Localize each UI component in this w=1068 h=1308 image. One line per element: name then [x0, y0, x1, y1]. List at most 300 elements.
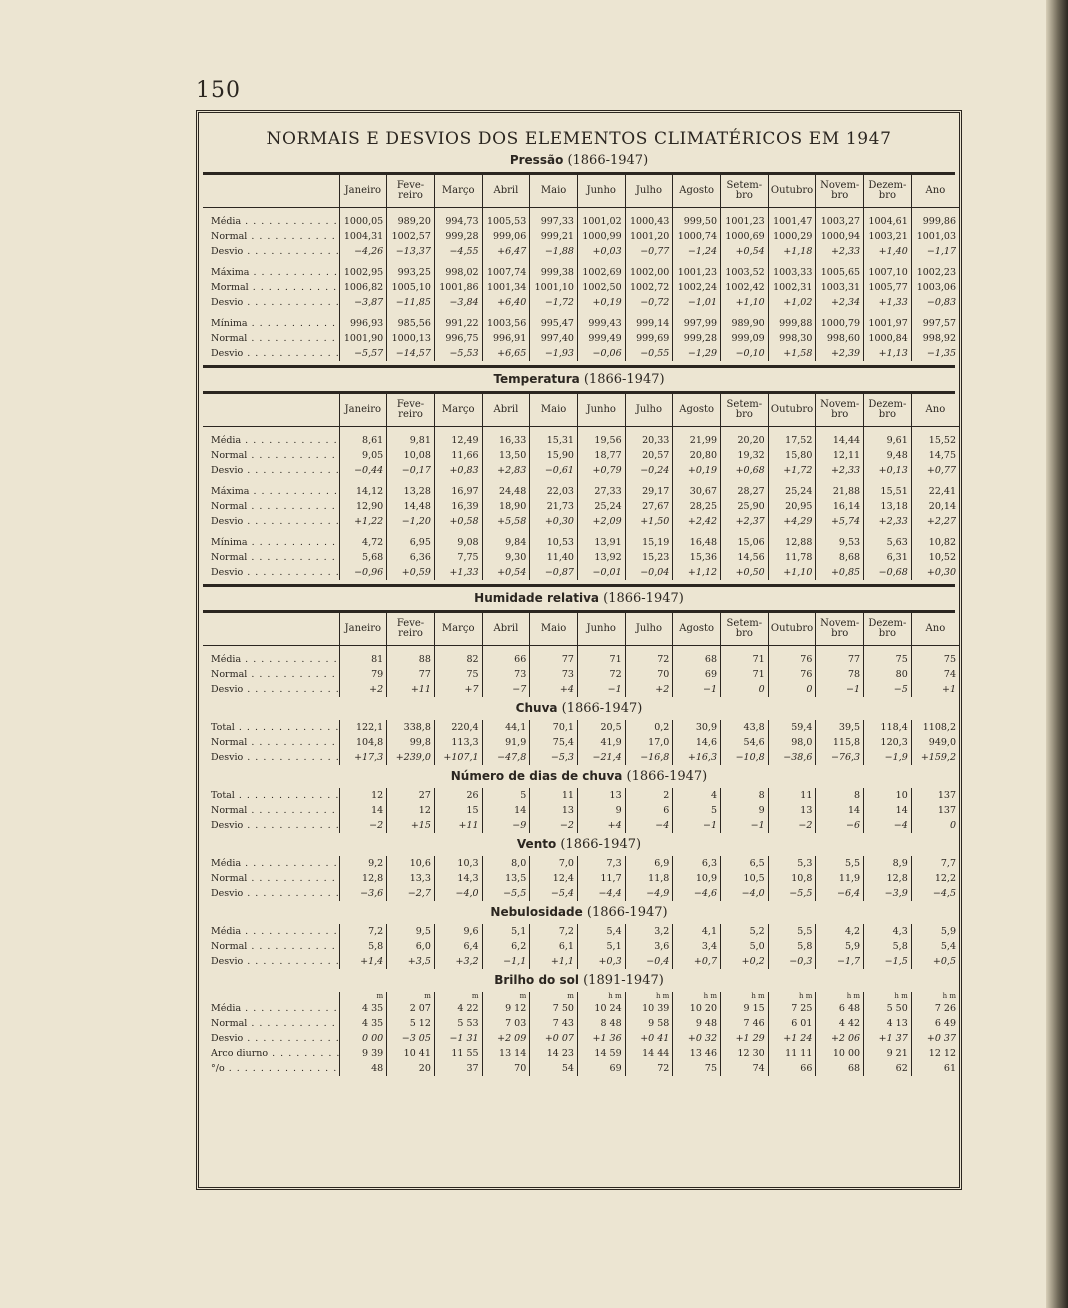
value-cell: 61	[911, 1061, 959, 1076]
section-rule	[203, 365, 955, 368]
value-cell: 6,2	[482, 939, 530, 954]
month-header: Julho	[625, 175, 673, 208]
value-cell: −0,01	[577, 565, 625, 580]
value-cell: −14,57	[387, 346, 435, 361]
table-row	[203, 720, 959, 735]
value-cell: 12,2	[911, 871, 959, 886]
value-cell: 70	[482, 1061, 530, 1076]
value-cell: 5 50	[864, 1001, 912, 1016]
value-cell: 13 14	[482, 1046, 530, 1061]
value-cell: 1002,23	[911, 265, 959, 280]
value-cell: 7 26	[911, 1001, 959, 1016]
value-cell: 5,4	[577, 924, 625, 939]
value-cell: 2 07	[387, 1001, 435, 1016]
value-cell: 4,1	[673, 924, 721, 939]
value-cell: 11,78	[768, 550, 816, 565]
value-cell: 10,3	[434, 856, 482, 871]
value-cell: 5,9	[911, 924, 959, 939]
value-cell: −5,3	[530, 750, 578, 765]
value-cell: 998,02	[434, 265, 482, 280]
value-cell: −11,85	[387, 295, 435, 310]
value-cell: 54,6	[721, 735, 769, 750]
value-cell: −9	[482, 818, 530, 833]
value-cell: −1	[673, 682, 721, 697]
value-cell: 10,53	[530, 535, 578, 550]
header-blank	[203, 613, 339, 646]
value-cell: 77	[530, 652, 578, 667]
month-header: Dezem- bro	[864, 613, 912, 646]
table-row	[203, 295, 959, 310]
value-cell: 2	[625, 788, 673, 803]
value-cell: 75	[673, 1061, 721, 1076]
section-name: Temperatura	[493, 372, 580, 386]
value-cell: 998,30	[768, 331, 816, 346]
value-cell: 98,0	[768, 735, 816, 750]
month-header: Abril	[482, 613, 530, 646]
value-cell: 11,8	[625, 871, 673, 886]
row-label: Desvio . . .	[203, 886, 339, 901]
value-cell: 1003,52	[721, 265, 769, 280]
table-row	[203, 803, 959, 818]
table-row	[203, 1016, 959, 1031]
value-cell: −0,96	[339, 565, 387, 580]
value-cell: 78	[816, 667, 864, 682]
value-cell: +2 06	[816, 1031, 864, 1046]
value-cell: 43,8	[721, 720, 769, 735]
unit-row	[203, 992, 959, 1001]
value-cell: 5,5	[768, 924, 816, 939]
row-label: Desvio . . .	[203, 565, 339, 580]
value-cell: −1,1	[482, 954, 530, 969]
value-cell: 14,3	[434, 871, 482, 886]
value-cell: +2,37	[721, 514, 769, 529]
table-row	[203, 1001, 959, 1016]
value-cell: +17,3	[339, 750, 387, 765]
month-header: Outubro	[768, 175, 816, 208]
value-cell: 9 12	[482, 1001, 530, 1016]
value-cell: −0,72	[625, 295, 673, 310]
value-cell: −4,55	[434, 244, 482, 259]
value-cell: 999,21	[530, 229, 578, 244]
value-cell: +0,03	[577, 244, 625, 259]
row-label: Normal . . .	[203, 550, 339, 565]
value-cell: 66	[482, 652, 530, 667]
value-cell: 1001,23	[721, 214, 769, 229]
value-cell: 12,11	[816, 448, 864, 463]
value-cell: −3,6	[339, 886, 387, 901]
value-cell: +0,5	[911, 954, 959, 969]
value-cell: 14,6	[673, 735, 721, 750]
row-label: Normal . . .	[203, 803, 339, 818]
value-cell: 1001,47	[768, 214, 816, 229]
table-row	[203, 886, 959, 901]
value-cell: 0,2	[625, 720, 673, 735]
value-cell: 14	[816, 803, 864, 818]
value-cell: +2,33	[864, 514, 912, 529]
value-cell: −21,4	[577, 750, 625, 765]
value-cell: 15,90	[530, 448, 578, 463]
month-header: Maio	[530, 394, 578, 427]
value-cell: 10,52	[911, 550, 959, 565]
month-header: Agosto	[673, 613, 721, 646]
value-cell: 6,95	[387, 535, 435, 550]
value-cell: −4	[864, 818, 912, 833]
book-binding	[1046, 0, 1068, 1308]
value-cell: +7	[434, 682, 482, 697]
value-cell: 9,6	[434, 924, 482, 939]
value-cell: +0 41	[625, 1031, 673, 1046]
month-header: Dezem- bro	[864, 394, 912, 427]
table-row	[203, 954, 959, 969]
value-cell: 1007,74	[482, 265, 530, 280]
value-cell: +2,34	[816, 295, 864, 310]
value-cell: 9 48	[673, 1016, 721, 1031]
table-row	[203, 818, 959, 833]
value-cell: 88	[387, 652, 435, 667]
value-cell: 5,2	[721, 924, 769, 939]
value-cell: 995,47	[530, 316, 578, 331]
value-cell: 14,48	[387, 499, 435, 514]
section-period: (1866-1947)	[622, 769, 708, 784]
value-cell: 0	[911, 818, 959, 833]
value-cell: +6,40	[482, 295, 530, 310]
value-cell: 24,48	[482, 484, 530, 499]
value-cell: 21,99	[673, 433, 721, 448]
value-cell: −0,83	[911, 295, 959, 310]
value-cell: 9 21	[864, 1046, 912, 1061]
value-cell: 28,25	[673, 499, 721, 514]
header-blank	[203, 175, 339, 208]
data-table	[203, 788, 959, 833]
section-title	[199, 153, 959, 168]
value-cell: +159,2	[911, 750, 959, 765]
value-cell: −1,93	[530, 346, 578, 361]
value-cell: 13,91	[577, 535, 625, 550]
value-cell: 991,22	[434, 316, 482, 331]
value-cell: +1,4	[339, 954, 387, 969]
value-cell: 1007,10	[864, 265, 912, 280]
value-cell: 989,20	[387, 214, 435, 229]
value-cell: 1000,94	[816, 229, 864, 244]
section-name: Nebulosidade	[490, 905, 583, 919]
value-cell: 14,75	[911, 448, 959, 463]
value-cell: 11	[530, 788, 578, 803]
month-header: Dezem- bro	[864, 175, 912, 208]
value-cell: 1005,77	[864, 280, 912, 295]
value-cell: +2 09	[482, 1031, 530, 1046]
value-cell: −1	[673, 818, 721, 833]
table-row	[203, 214, 959, 229]
value-cell: 1002,50	[577, 280, 625, 295]
value-cell: 62	[864, 1061, 912, 1076]
value-cell: −1,24	[673, 244, 721, 259]
value-cell: 14	[864, 803, 912, 818]
value-cell: 11,40	[530, 550, 578, 565]
value-cell: 12,49	[434, 433, 482, 448]
value-cell: +2,39	[816, 346, 864, 361]
value-cell: +1,50	[625, 514, 673, 529]
value-cell: 25,24	[768, 484, 816, 499]
value-cell: −1,7	[816, 954, 864, 969]
value-cell: −4,9	[625, 886, 673, 901]
month-header: Outubro	[768, 394, 816, 427]
table-row	[203, 788, 959, 803]
value-cell: 1001,03	[911, 229, 959, 244]
value-cell: +4	[530, 682, 578, 697]
month-header: Maio	[530, 613, 578, 646]
value-cell: 5,3	[768, 856, 816, 871]
value-cell: 25,90	[721, 499, 769, 514]
value-cell: 71	[721, 667, 769, 682]
value-cell: 1000,79	[816, 316, 864, 331]
row-label: Normal . . .	[203, 939, 339, 954]
month-header: Março	[434, 613, 482, 646]
row-label: Média . . .	[203, 924, 339, 939]
value-cell: 75	[911, 652, 959, 667]
value-cell: 9 15	[721, 1001, 769, 1016]
value-cell: −1,17	[911, 244, 959, 259]
value-cell: −0,04	[625, 565, 673, 580]
month-header: Junho	[577, 175, 625, 208]
row-label: Total . . .	[203, 788, 339, 803]
value-cell: 4,2	[816, 924, 864, 939]
value-cell: 5,63	[864, 535, 912, 550]
value-cell: 10 00	[816, 1046, 864, 1061]
value-cell: 20,80	[673, 448, 721, 463]
value-cell: 15,51	[864, 484, 912, 499]
row-label: Normal . . .	[203, 667, 339, 682]
value-cell: 15,36	[673, 550, 721, 565]
section-period: (1891-1947)	[578, 973, 664, 988]
value-cell: 1003,27	[816, 214, 864, 229]
value-cell: 5	[673, 803, 721, 818]
month-header: Ano	[911, 175, 959, 208]
value-cell: +2	[625, 682, 673, 697]
value-cell: 7,2	[339, 924, 387, 939]
value-cell: 999,69	[625, 331, 673, 346]
month-header: Novem- bro	[816, 394, 864, 427]
value-cell: 1004,61	[864, 214, 912, 229]
value-cell: 4 35	[339, 1016, 387, 1031]
value-cell: 9,30	[482, 550, 530, 565]
value-cell: +15	[387, 818, 435, 833]
value-cell: 15	[434, 803, 482, 818]
section-title	[199, 973, 959, 988]
table-row	[203, 924, 959, 939]
value-cell: 15,19	[625, 535, 673, 550]
value-cell: 1002,42	[721, 280, 769, 295]
row-label: Desvio . . .	[203, 954, 339, 969]
value-cell: 39,5	[816, 720, 864, 735]
value-cell: +0,30	[911, 565, 959, 580]
value-cell: +0 07	[530, 1031, 578, 1046]
value-cell: +1	[911, 682, 959, 697]
value-cell: +6,47	[482, 244, 530, 259]
month-header: Junho	[577, 613, 625, 646]
value-cell: 13 46	[673, 1046, 721, 1061]
value-cell: 1002,72	[625, 280, 673, 295]
value-cell: 6,3	[673, 856, 721, 871]
data-table	[203, 394, 959, 580]
value-cell: 5,8	[768, 939, 816, 954]
value-cell: −0,4	[625, 954, 673, 969]
value-cell: 68	[816, 1061, 864, 1076]
value-cell: 999,88	[768, 316, 816, 331]
value-cell: +2,42	[673, 514, 721, 529]
row-label: Desvio . . .	[203, 750, 339, 765]
value-cell: 11,66	[434, 448, 482, 463]
table-row	[203, 1046, 959, 1061]
value-cell: −1	[721, 818, 769, 833]
value-cell: 6	[625, 803, 673, 818]
value-cell: 11 11	[768, 1046, 816, 1061]
value-cell: +3,2	[434, 954, 482, 969]
value-cell: +1,1	[530, 954, 578, 969]
value-cell: 7,2	[530, 924, 578, 939]
value-cell: 10,5	[721, 871, 769, 886]
value-cell: 6,0	[387, 939, 435, 954]
value-cell: +0,13	[864, 463, 912, 478]
value-cell: −1	[816, 682, 864, 697]
value-cell: +1,12	[673, 565, 721, 580]
value-cell: −76,3	[816, 750, 864, 765]
row-label: Total . . .	[203, 720, 339, 735]
value-cell: −2	[339, 818, 387, 833]
value-cell: 338,8	[387, 720, 435, 735]
value-cell: +1,02	[768, 295, 816, 310]
value-cell: 82	[434, 652, 482, 667]
month-header: Ano	[911, 394, 959, 427]
value-cell: 1005,65	[816, 265, 864, 280]
unit-cell: h m	[625, 992, 673, 1001]
value-cell: +6,65	[482, 346, 530, 361]
value-cell: 5 12	[387, 1016, 435, 1031]
value-cell: 104,8	[339, 735, 387, 750]
value-cell: 8	[816, 788, 864, 803]
value-cell: 26	[434, 788, 482, 803]
value-cell: 8 48	[577, 1016, 625, 1031]
value-cell: 999,28	[434, 229, 482, 244]
value-cell: 1001,23	[673, 265, 721, 280]
month-header: Setem- bro	[721, 175, 769, 208]
data-table	[203, 175, 959, 361]
value-cell: 1000,99	[577, 229, 625, 244]
value-cell: 12,90	[339, 499, 387, 514]
unit-cell: h m	[673, 992, 721, 1001]
unit-cell: h m	[768, 992, 816, 1001]
value-cell: 999,38	[530, 265, 578, 280]
section-name: Chuva	[515, 701, 558, 715]
value-cell: 1002,00	[625, 265, 673, 280]
value-cell: 9	[721, 803, 769, 818]
value-cell: 13,3	[387, 871, 435, 886]
month-header: Março	[434, 394, 482, 427]
table-row	[203, 463, 959, 478]
value-cell: 999,43	[577, 316, 625, 331]
value-cell: 13	[577, 788, 625, 803]
value-cell: 5	[482, 788, 530, 803]
value-cell: −1,01	[673, 295, 721, 310]
row-label: Máxima . . .	[203, 265, 339, 280]
unit-cell: h m	[721, 992, 769, 1001]
value-cell: 4	[673, 788, 721, 803]
value-cell: 9,81	[387, 433, 435, 448]
row-label: Normal . . .	[203, 331, 339, 346]
section-title	[199, 372, 959, 387]
value-cell: +1,22	[339, 514, 387, 529]
value-cell: +4	[577, 818, 625, 833]
value-cell: +2,83	[482, 463, 530, 478]
month-header: Setem- bro	[721, 613, 769, 646]
unit-cell: m	[530, 992, 578, 1001]
value-cell: −5	[864, 682, 912, 697]
value-cell: 68	[673, 652, 721, 667]
value-cell: +0,58	[434, 514, 482, 529]
value-cell: 1002,69	[577, 265, 625, 280]
table-row	[203, 499, 959, 514]
value-cell: 16,14	[816, 499, 864, 514]
month-header: Feve- reiro	[387, 175, 435, 208]
month-header: Janeiro	[339, 613, 387, 646]
month-header: Janeiro	[339, 394, 387, 427]
row-label: Mínima . . .	[203, 535, 339, 550]
value-cell: 122,1	[339, 720, 387, 735]
value-cell: +0,68	[721, 463, 769, 478]
value-cell: 4,3	[864, 924, 912, 939]
table-row	[203, 346, 959, 361]
value-cell: 12 30	[721, 1046, 769, 1061]
value-cell: 69	[577, 1061, 625, 1076]
value-cell: 1000,05	[339, 214, 387, 229]
value-cell: −5,57	[339, 346, 387, 361]
row-label: Normal . . .	[203, 499, 339, 514]
value-cell: +3,5	[387, 954, 435, 969]
value-cell: 17,0	[625, 735, 673, 750]
row-label: Normal . . .	[203, 448, 339, 463]
row-label: Máxima . . .	[203, 484, 339, 499]
row-label: Mínima . . .	[203, 316, 339, 331]
value-cell: −16,8	[625, 750, 673, 765]
value-cell: 7 03	[482, 1016, 530, 1031]
value-cell: 18,90	[482, 499, 530, 514]
value-cell: 15,52	[911, 433, 959, 448]
value-cell: 9 58	[625, 1016, 673, 1031]
row-label: Normal . . .	[203, 229, 339, 244]
value-cell: 1003,21	[864, 229, 912, 244]
table-row	[203, 565, 959, 580]
value-cell: 996,91	[482, 331, 530, 346]
unit-cell: h m	[864, 992, 912, 1001]
table-row	[203, 316, 959, 331]
value-cell: 41,9	[577, 735, 625, 750]
value-cell: 9,48	[864, 448, 912, 463]
value-cell: +1,10	[768, 565, 816, 580]
row-label: Média . . .	[203, 652, 339, 667]
value-cell: 998,92	[911, 331, 959, 346]
header-blank	[203, 394, 339, 427]
value-cell: 7 43	[530, 1016, 578, 1031]
row-label: Média . . .	[203, 856, 339, 871]
value-cell: 13,18	[864, 499, 912, 514]
value-cell: −0,24	[625, 463, 673, 478]
value-cell: 27,67	[625, 499, 673, 514]
month-header: Novem- bro	[816, 175, 864, 208]
header-row	[203, 175, 959, 208]
value-cell: 77	[816, 652, 864, 667]
value-cell: 72	[625, 1061, 673, 1076]
value-cell: 12 12	[911, 1046, 959, 1061]
value-cell: 1005,10	[387, 280, 435, 295]
